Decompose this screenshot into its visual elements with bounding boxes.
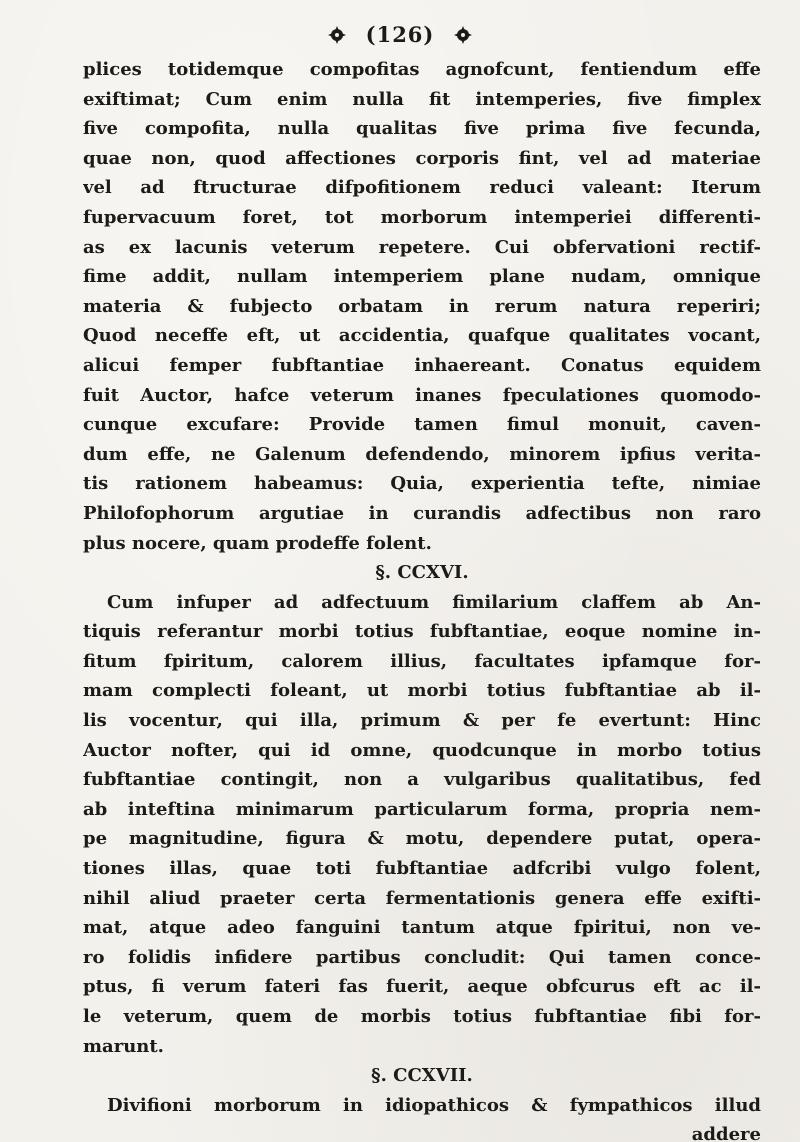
text-line: mam complecti foleant, ut morbi totius fubftantiae ab il- bbox=[83, 680, 761, 702]
text-line: fubftantiae contingit, non a vulgaribus qualitatibus, fed bbox=[83, 769, 761, 791]
catchword: addere bbox=[691, 1124, 761, 1142]
text-line: pe magnitudine, figura & motu, dependere putat, opera- bbox=[83, 828, 761, 850]
ornament-right-icon bbox=[453, 25, 473, 45]
text-line: quae non, quod affectiones corporis fint, vel ad materiae bbox=[83, 147, 761, 169]
section-heading: §. CCXVI. bbox=[375, 562, 469, 584]
text-line: ptus, fi verum fateri fas fuerit, aeque obfcurus eft ac il- bbox=[83, 976, 761, 998]
text-line: five compofita, nulla qualitas five prima five fecunda, bbox=[83, 118, 761, 140]
text-line: fuit Auctor, hafce veterum inanes fpeculationes quomodo- bbox=[83, 384, 761, 406]
text-line: marunt. bbox=[83, 1035, 164, 1057]
text-line: Quod neceffe eft, ut accidentia, quafque qualitates vocant, bbox=[83, 325, 761, 347]
section-heading: §. CCXVII. bbox=[371, 1065, 473, 1087]
text-line: dum effe, ne Galenum defendendo, minorem ipfius verita- bbox=[83, 443, 761, 465]
page-header bbox=[0, 22, 800, 47]
text-line: Divifioni morborum in idiopathicos & fympathicos illud bbox=[107, 1094, 761, 1116]
text-line: as ex lacunis veterum repetere. Cui obfervationi rectif- bbox=[83, 236, 761, 258]
text-line: mat, atque adeo fanguini tantum atque fpiritui, non ve- bbox=[83, 917, 761, 939]
text-line: Auctor nofter, qui id omne, quodcunque in morbo totius bbox=[83, 739, 761, 761]
text-line: plices totidemque compofitas agnofcunt, fentiendum effe bbox=[83, 59, 761, 80]
ornament-left-icon bbox=[327, 25, 347, 45]
text-line: tis rationem habeamus: Quia, experientia tefte, nimiae bbox=[83, 473, 761, 495]
text-line: alicui femper fubftantiae inhaereant. Conatus equidem bbox=[83, 354, 761, 376]
text-line: tiquis referantur morbi totius fubftantiae, eoque nomine in- bbox=[83, 621, 761, 643]
text-line: Cum infuper ad adfectuum fimilarium claffem ab An- bbox=[107, 591, 761, 613]
text-line: materia & fubjecto orbatam in rerum natura reperiri; bbox=[83, 295, 761, 317]
text-line: fitum fpiritum, calorem illius, facultates ipfamque for- bbox=[83, 650, 761, 672]
body-text bbox=[83, 55, 761, 1142]
text-line: tiones illas, quae toti fubftantiae adfcribi vulgo folent, bbox=[83, 858, 761, 880]
text-line: plus nocere, quam prodeffe folent. bbox=[83, 532, 432, 554]
text-line: fime addit, nullam intemperiem plane nudam, omnique bbox=[83, 266, 761, 288]
page-number: (126) bbox=[365, 22, 435, 47]
text-line: Philofophorum argutiae in curandis adfectibus non raro bbox=[83, 502, 761, 524]
text-line: nihil aliud praeter certa fermentationis genera effe exifti- bbox=[83, 887, 761, 909]
text-line: lis vocentur, qui illa, primum & per fe evertunt: Hinc bbox=[83, 710, 761, 732]
text-line: ro folidis infidere partibus concludit: Qui tamen conce- bbox=[83, 946, 761, 968]
text-line: fupervacuum foret, tot morborum intemperiei differenti- bbox=[83, 206, 761, 228]
text-line: ab inteftina minimarum particularum forma, propria nem- bbox=[83, 798, 761, 820]
text-line: exiftimat; Cum enim nulla fit intemperies, five fimplex bbox=[83, 88, 761, 110]
text-line: vel ad ftructurae difpofitionem reduci valeant: Iterum bbox=[83, 177, 761, 199]
text-line: le veterum, quem de morbis totius fubftantiae fibi for- bbox=[83, 1006, 761, 1027]
text-line: cunque excufare: Provide tamen fimul monuit, caven- bbox=[83, 414, 761, 436]
